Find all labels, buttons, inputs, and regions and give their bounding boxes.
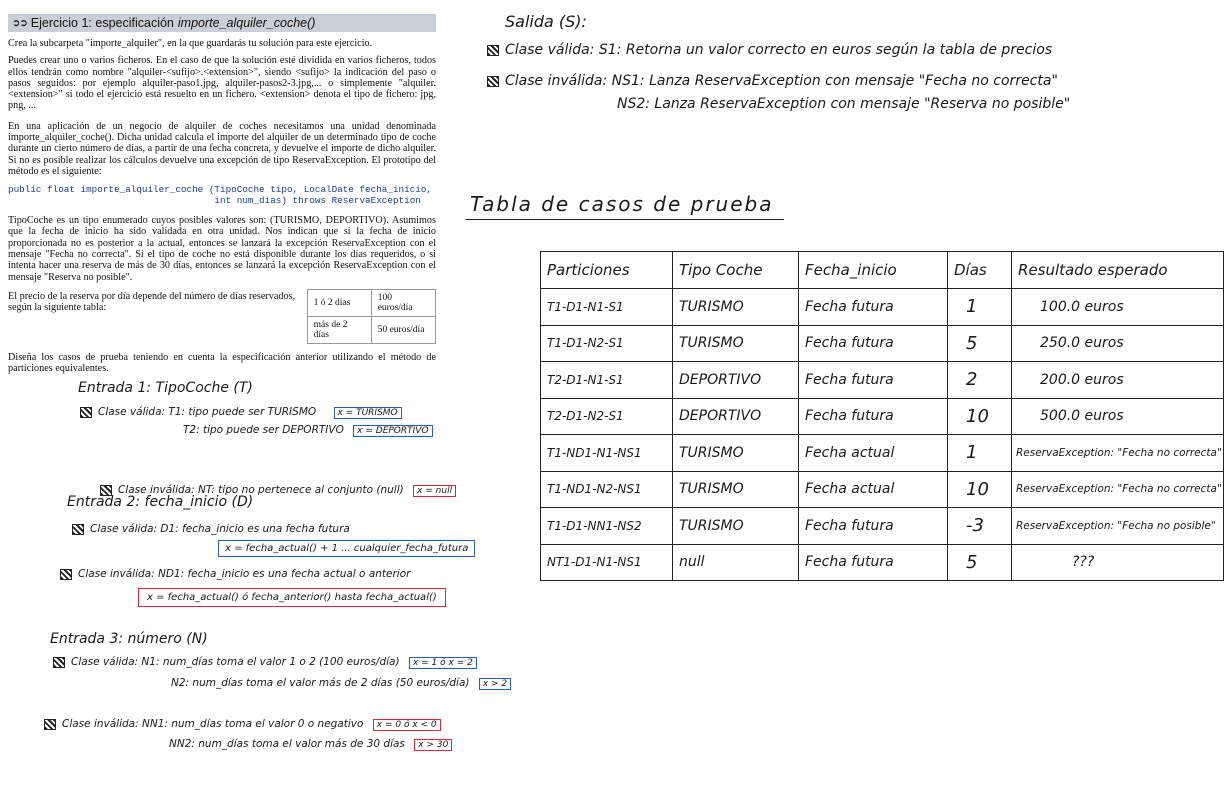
- cell-fecha-inicio: Fecha futura: [799, 325, 948, 362]
- cell-resultado: 200.0 euros: [1012, 362, 1224, 399]
- entrada2-title: Entrada 2: fecha_inicio (D): [67, 494, 254, 510]
- nd1-box-wrap: [138, 589, 446, 604]
- cell-particiones: T1-D1-N2-S1: [541, 325, 673, 362]
- cell-dias: 1: [948, 435, 1012, 472]
- cell-dias: 5: [948, 544, 1012, 581]
- entrada1-title: Entrada 1: TipoCoche (T): [78, 380, 253, 396]
- price-row-1: [307, 289, 435, 316]
- price-cell: 1 ó 2 días: [307, 289, 371, 316]
- entrada3-n1-text: Clase válida: N1: num_días toma el valor 1 o 2 (100 euros/día): [71, 656, 400, 668]
- table-row: [541, 398, 1224, 435]
- paragraph-3: En una aplicación de un negocio de alquiler de coches necesitamos una unidad denominada importe_alquiler_coche(). Dicha unidad calcula el importe del alquiler de un determinado tipo de coche durante un cierto número de días, a partir de una fecha concreta, y devuelve el importe de dicho alquiler. Si no es posible realizar los cálculos devuelve una excepción de tipo ReservaException. El prototipo del método es el siguiente:: [8, 120, 436, 177]
- paragraph-1: Crea la subcarpeta "importe_alquiler", en la que guardarás tu solución para este ejercicio.: [8, 38, 373, 49]
- entrada2-nd1-text: Clase inválida: ND1: fecha_inicio es una fecha actual o anterior: [78, 568, 411, 580]
- cell-tipo-coche: TURISMO: [673, 471, 799, 508]
- entrada3-title: Entrada 3: número (N): [50, 631, 208, 647]
- cell-tipo-coche: TURISMO: [673, 325, 799, 362]
- cell-tipo-coche: TURISMO: [673, 435, 799, 472]
- d1-box-wrap: [218, 540, 475, 555]
- cell-tipo-coche: TURISMO: [673, 508, 799, 545]
- entrada3-n2-text: N2: num_días toma el valor más de 2 días (50 euros/día): [171, 677, 470, 689]
- checkbox-icon: [44, 719, 56, 730]
- exercise-title-function: importe_alquiler_coche(): [177, 16, 316, 30]
- price-table: [307, 289, 436, 344]
- d1-value-box: x = fecha_actual() + 1 ... cualquier_fecha_futura: [218, 540, 475, 557]
- cell-dias: 2: [948, 362, 1012, 399]
- cell-resultado: 100.0 euros: [1012, 289, 1224, 326]
- salida-ns1: [487, 73, 1058, 89]
- entrada2-d1: [72, 523, 350, 535]
- cell-tipo-coche: TURISMO: [673, 289, 799, 326]
- cell-resultado: ReservaException: "Fecha no correcta": [1012, 471, 1224, 508]
- entrada3-n1: [53, 656, 477, 668]
- test-table-title-text: Tabla de casos de prueba: [470, 192, 774, 216]
- column-header: Resultado esperado: [1012, 252, 1224, 289]
- price-cell: más de 2 días: [307, 316, 371, 343]
- checkbox-icon: [487, 76, 499, 87]
- cell-fecha-inicio: Fecha actual: [799, 471, 948, 508]
- entrada2-d1-text: Clase válida: D1: fecha_inicio es una fecha futura: [90, 523, 350, 535]
- exercise-document: [8, 14, 436, 374]
- n2-value-box: x > 2: [479, 678, 511, 690]
- entrada1-nt-text: Clase inválida: NT: tipo no pertenece al conjunto (null): [118, 484, 404, 496]
- cell-resultado: ReservaException: "Fecha no posible": [1012, 508, 1224, 545]
- t2-value-box: x = DEPORTIVO: [353, 425, 432, 437]
- cell-particiones: T1-ND1-N1-NS1: [541, 435, 673, 472]
- arrow-icon: ➲➲: [12, 17, 27, 29]
- salida-ns1-text: Clase inválida: NS1: Lanza ReservaException con mensaje "Fecha no correcta": [505, 73, 1058, 89]
- entrada3-n2: [171, 677, 511, 689]
- entrada1-t2-text: T2: tipo puede ser DEPORTIVO: [183, 424, 344, 436]
- cell-particiones: T1-D1-N1-S1: [541, 289, 673, 326]
- column-header: Particiones: [541, 252, 673, 289]
- table-row: [541, 508, 1224, 545]
- nd1-value-box: x = fecha_actual() ó fecha_anterior() hasta fecha_actual(): [138, 588, 446, 607]
- checkbox-icon: [72, 524, 84, 535]
- checkbox-icon: [60, 569, 72, 580]
- price-cell: 50 euros/día: [371, 316, 435, 343]
- n1-value-box: x = 1 ó x = 2: [409, 657, 477, 669]
- salida-s1: [487, 42, 1052, 58]
- cell-dias: 5: [948, 325, 1012, 362]
- price-cell: 100 euros/día: [371, 289, 435, 316]
- cell-fecha-inicio: Fecha futura: [799, 544, 948, 581]
- paragraph-4: TipoCoche es un tipo enumerado cuyos posibles valores son: (TURISMO, DEPORTIVO). Asumimos que la fecha de inicio ha sido validada en otra unidad. Nos indican que si la fecha de inicio proporcionada no es posterior a la actual, entonces se lanzará la excepción ReservaException con el mensaje "Fecha no correcta". Si el tipo de coche no está disponible durante los días requeridos, o si intenta hacer una reserva de más de 30 días, entonces se lanzará la excepción ReservaException con el mensaje "Reserva no posible".: [8, 215, 436, 283]
- cell-fecha-inicio: Fecha futura: [799, 362, 948, 399]
- entrada1-t1: [80, 406, 402, 418]
- table-row: [541, 289, 1224, 326]
- table-row: [541, 435, 1224, 472]
- cell-resultado: ???: [1012, 544, 1224, 581]
- checkbox-icon: [53, 657, 65, 668]
- cell-resultado: 500.0 euros: [1012, 398, 1224, 435]
- cell-dias: 1: [948, 289, 1012, 326]
- test-table-title: [470, 192, 774, 216]
- table-row: [541, 325, 1224, 362]
- title-underline: [466, 219, 784, 220]
- entrada1-t1-text: Clase válida: T1: tipo puede ser TURISMO: [98, 406, 317, 418]
- cell-dias: 10: [948, 398, 1012, 435]
- cell-fecha-inicio: Fecha futura: [799, 508, 948, 545]
- entrada3-nn1: [44, 718, 441, 730]
- cell-resultado: ReservaException: "Fecha no correcta": [1012, 435, 1224, 472]
- cell-particiones: NT1-D1-N1-NS1: [541, 544, 673, 581]
- column-header: Días: [948, 252, 1012, 289]
- cell-particiones: T1-D1-NN1-NS2: [541, 508, 673, 545]
- test-cases-table: [540, 251, 1224, 581]
- column-header: Tipo Coche: [673, 252, 799, 289]
- method-prototype: public float importe_alquiler_coche (TipoCoche tipo, LocalDate fecha_inicio, int num_dias) throws ReservaException: [8, 184, 433, 206]
- entrada3-nn1-text: Clase inválida: NN1: num_días toma el valor 0 o negativo: [62, 718, 364, 730]
- nn2-value-box: x > 30: [414, 739, 452, 751]
- entrada2-nd1: [60, 568, 410, 580]
- salida-title: Salida (S):: [505, 12, 587, 31]
- entrada3-nn2-text: NN2: num_días toma el valor más de 30 días: [169, 738, 405, 750]
- cell-fecha-inicio: Fecha actual: [799, 435, 948, 472]
- cell-particiones: T2-D1-N1-S1: [541, 362, 673, 399]
- table-row: [541, 362, 1224, 399]
- checkbox-icon: [80, 407, 92, 418]
- cell-dias: 10: [948, 471, 1012, 508]
- salida-ns2: NS2: Lanza ReservaException con mensaje "Reserva no posible": [617, 96, 1071, 112]
- table-row: [541, 471, 1224, 508]
- cell-particiones: T1-ND1-N2-NS1: [541, 471, 673, 508]
- exercise-header: [8, 14, 436, 32]
- exercise-title-prefix: Ejercicio 1: especificación: [30, 16, 174, 30]
- entrada3-nn2: [169, 738, 452, 750]
- table-header-row: [541, 252, 1224, 289]
- cell-tipo-coche: null: [673, 544, 799, 581]
- nt-value-box: x = null: [413, 485, 456, 497]
- paragraph-2: Puedes crear uno o varios ficheros. En el caso de que la solución esté dividida en varios ficheros, todos ellos tendrán como nombre "alquiler-<sufijo>.<extension>", siendo <sufijo> la indicación del paso o pasos seguidos: por ejemplo alquiler-paso1.jpg, alquiler-pasos2-3.jpg,... o simplemente "alquiler.<extension>" si todo el ejercicio está resuelto en un fichero. <extension> denota el tipo de fichero: jpg, png, ...: [8, 55, 436, 112]
- cell-dias: -3: [948, 508, 1012, 545]
- cell-resultado: 250.0 euros: [1012, 325, 1224, 362]
- paragraph-6: Diseña los casos de prueba teniendo en cuenta la especificación anterior utilizando el método de particiones equivalentes.: [8, 351, 436, 375]
- cell-tipo-coche: DEPORTIVO: [673, 362, 799, 399]
- cell-fecha-inicio: Fecha futura: [799, 289, 948, 326]
- checkbox-icon: [487, 45, 499, 56]
- cell-tipo-coche: DEPORTIVO: [673, 398, 799, 435]
- cell-particiones: T2-D1-N2-S1: [541, 398, 673, 435]
- entrada1-t2: [183, 424, 433, 436]
- table-row: [541, 544, 1224, 581]
- t1-value-box: x = TURISMO: [334, 407, 402, 419]
- cell-fecha-inicio: Fecha futura: [799, 398, 948, 435]
- salida-s1-text: Clase válida: S1: Retorna un valor correcto en euros según la tabla de precios: [505, 42, 1053, 58]
- price-text: El precio de la reserva por día depende del número de días reservados, según la siguiente tabla:: [8, 290, 296, 314]
- nn1-value-box: x = 0 ó x < 0: [373, 719, 441, 731]
- price-row-2: [307, 316, 435, 343]
- column-header: Fecha_inicio: [799, 252, 948, 289]
